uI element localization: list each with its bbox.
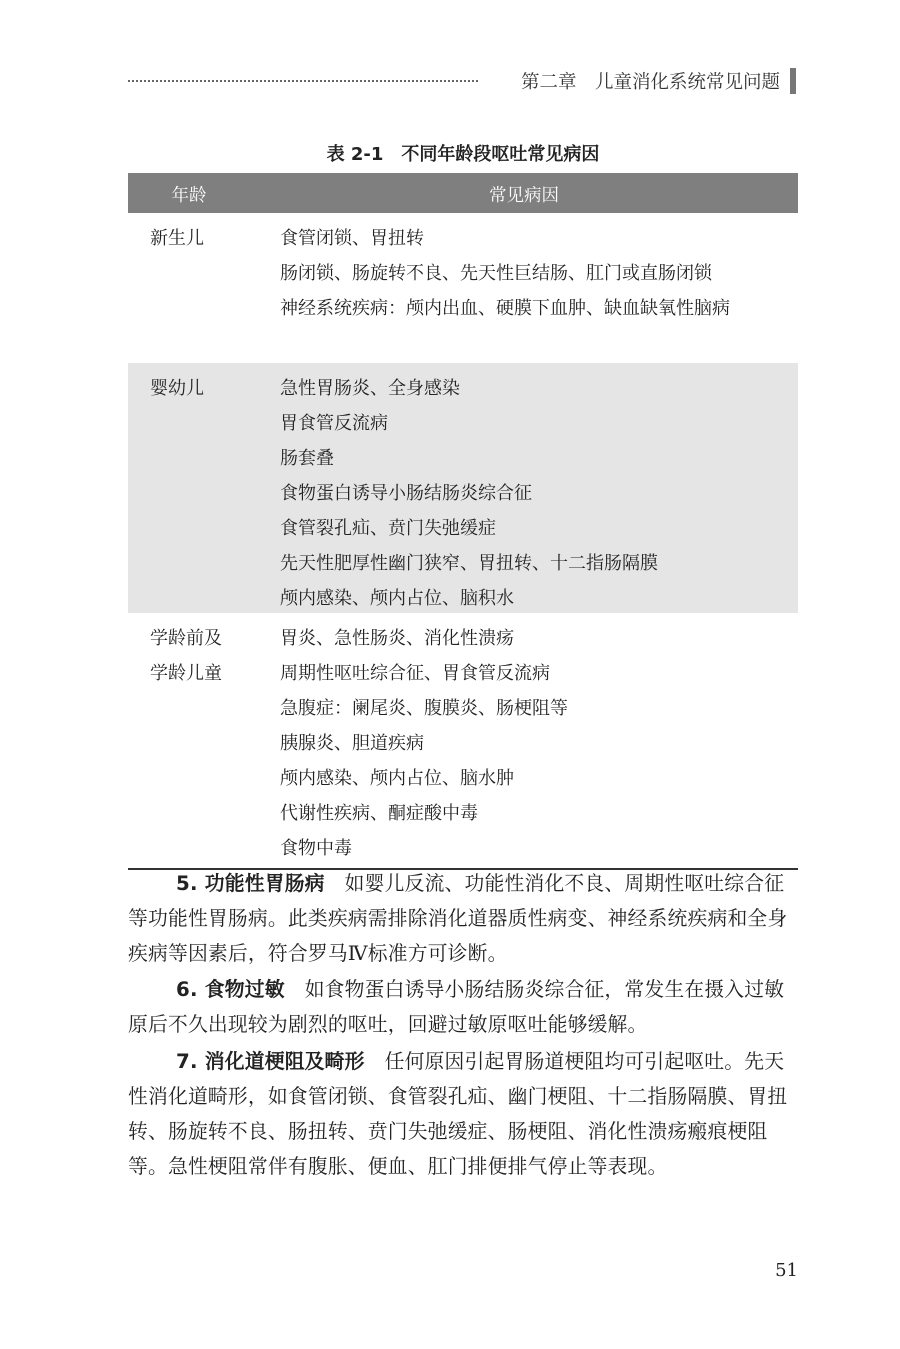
cause-line: 胰腺炎、胆道疾病 (280, 733, 424, 754)
page-number: 51 (775, 1260, 798, 1281)
causes-cell (280, 371, 798, 616)
cause-line: 急腹症：阑尾炎、腹膜炎、肠梗阻等 (280, 698, 568, 719)
cause-line: 周期性呕吐综合征、胃食管反流病 (280, 663, 550, 684)
cause-line: 食物蛋白诱导小肠结肠炎综合征 (280, 483, 532, 504)
paragraph-body: 任何原因引起胃肠道梗阻均可引起呕吐。先天性消化道畸形，如食管闭锁、食管裂孔疝、幽门梗阻、十二指肠隔膜、胃扭转、肠旋转不良、肠扭转、贲门失弛缓症、肠梗阻、消化性溃疡瘢痕梗阻等。急性梗阻常伴有腹胀、便血、肛门排便排气停止等表现。 (128, 1050, 788, 1178)
cause-line: 食物中毒 (280, 838, 352, 859)
column-header-causes: 常见病因 (489, 186, 559, 206)
paragraph-heading: 6. 食物过敏 (176, 978, 285, 1001)
chapter-title: 第二章 儿童消化系统常见问题 (520, 72, 780, 93)
table-caption: 表 2-1 不同年龄段呕吐常见病因 (326, 144, 600, 165)
age-line: 学龄儿童 (150, 663, 222, 684)
age-line: 婴幼儿 (150, 378, 204, 399)
paragraph-heading: 7. 消化道梗阻及畸形 (176, 1050, 365, 1073)
cause-line: 先天性肥厚性幽门狭窄、胃扭转、十二指肠隔膜 (280, 553, 658, 574)
age-line: 学龄前及 (150, 628, 222, 649)
table-row-group-infant (128, 363, 798, 613)
paragraph-body: 如食物蛋白诱导小肠结肠炎综合征，常发生在摄入过敏原后不久出现较为剧烈的呕吐，回避过敏原呕吐能够缓解。 (128, 978, 785, 1036)
cause-line: 急性胃肠炎、全身感染 (280, 378, 460, 399)
paragraph-heading: 5. 功能性胃肠病 (176, 872, 325, 895)
table-row-group-neonate (128, 213, 798, 363)
header-bar (790, 68, 796, 94)
table-row-group-school-age (128, 613, 798, 868)
paragraph-functional-gi (128, 866, 798, 971)
cause-line: 胃食管反流病 (280, 413, 388, 434)
cause-line: 颅内感染、颅内占位、脑水肿 (280, 768, 514, 789)
cause-line: 胃炎、急性肠炎、消化性溃疡 (280, 628, 514, 649)
paragraph-body: 如婴儿反流、功能性消化不良、周期性呕吐综合征等功能性胃肠病。此类疾病需排除消化道器质性病变、神经系统疾病和全身疾病等因素后，符合罗马Ⅳ标准方可诊断。 (128, 872, 788, 965)
header-dotted-rule (128, 80, 478, 82)
running-header (128, 62, 800, 102)
cause-line: 食管裂孔疝、贲门失弛缓症 (280, 518, 496, 539)
causes-cell (280, 621, 798, 866)
age-cell (150, 221, 260, 256)
age-line: 新生儿 (150, 228, 204, 249)
table-header-row (128, 173, 798, 213)
cause-line: 代谢性疾病、酮症酸中毒 (280, 803, 478, 824)
column-header-age: 年龄 (171, 186, 207, 206)
age-cell (150, 371, 260, 406)
causes-cell (280, 221, 798, 326)
age-cell (150, 621, 260, 691)
paragraph-obstruction (128, 1044, 798, 1184)
cause-line: 肠闭锁、肠旋转不良、先天性巨结肠、肛门或直肠闭锁 (280, 263, 712, 284)
cause-line: 食管闭锁、胃扭转 (280, 228, 424, 249)
cause-line: 肠套叠 (280, 448, 334, 469)
causes-table (128, 173, 798, 870)
cause-line: 神经系统疾病：颅内出血、硬膜下血肿、缺血缺氧性脑病 (280, 298, 730, 319)
paragraph-food-allergy (128, 972, 798, 1042)
cause-line: 颅内感染、颅内占位、脑积水 (280, 588, 514, 609)
